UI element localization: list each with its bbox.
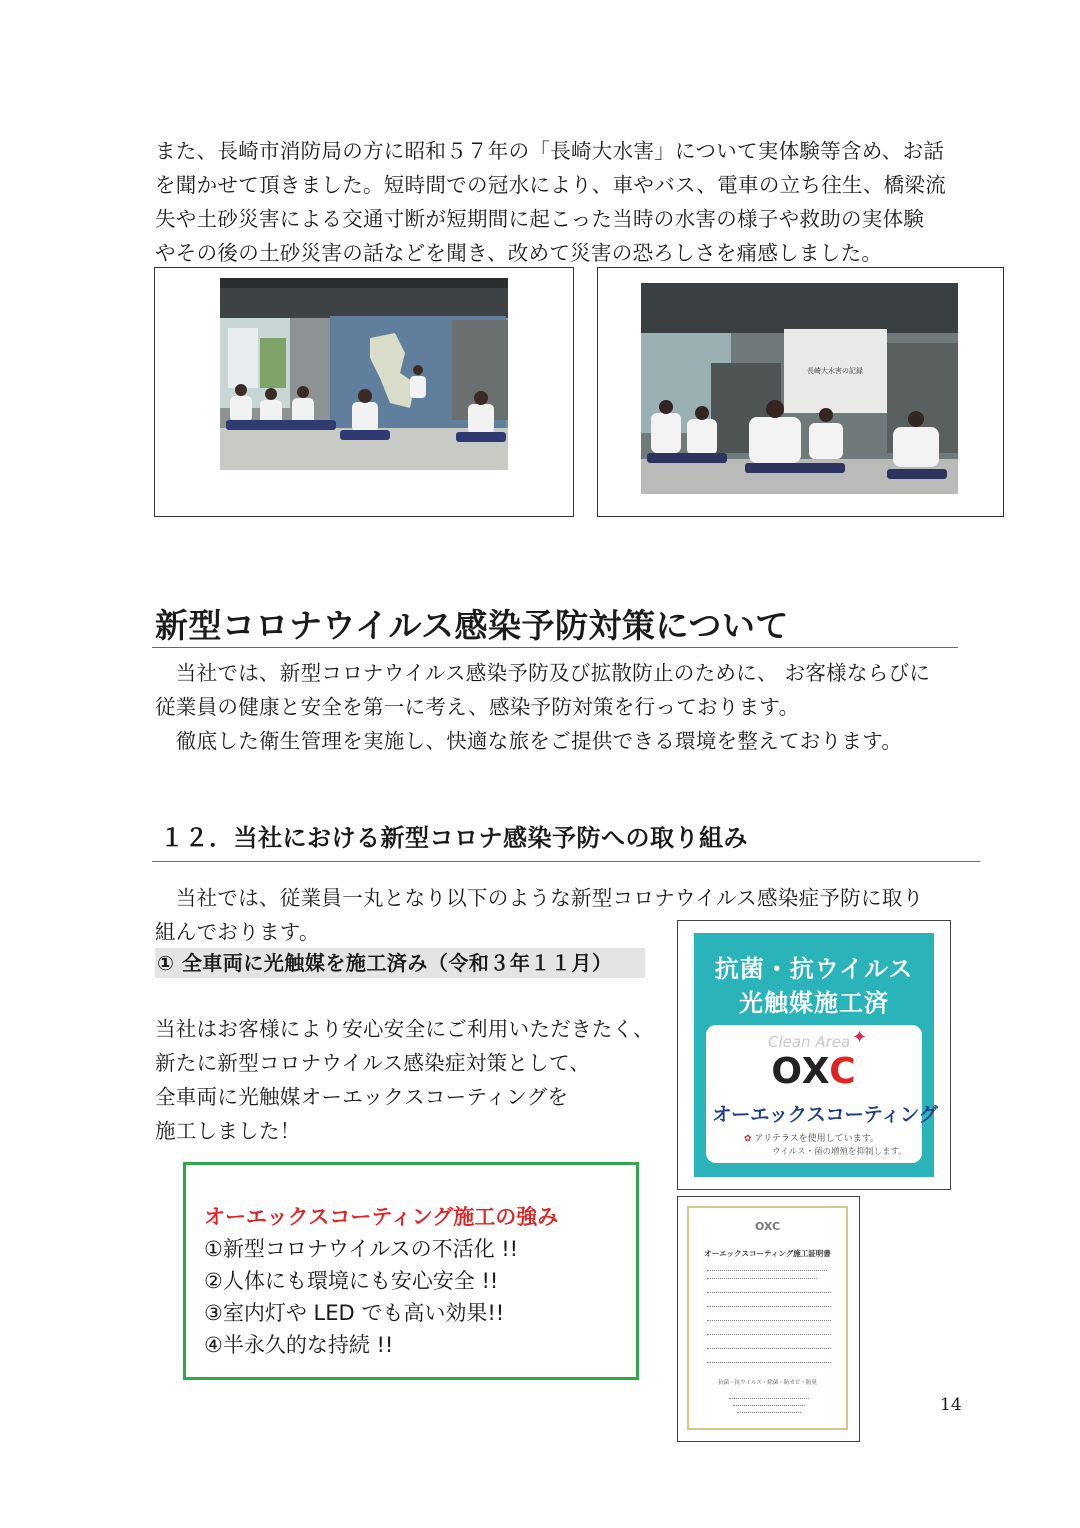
screen-caption: 長崎大水害の記録 [807,367,863,375]
photo-video-screening [641,283,958,494]
sticker-photo-frame [677,920,951,1190]
sticker-card [706,1025,938,1163]
cert-title: オーエックスコーティング施工証明書 [704,1249,831,1258]
strength-item: ④半永久的な持続 !! [204,1333,394,1357]
certificate [687,1206,848,1430]
strength-item: ①新型コロナウイルスの不活化 !! [204,1237,519,1261]
photo-frame-1 [154,267,574,517]
cert-line [707,1278,817,1279]
strengths-box [183,1162,639,1380]
cert-line [707,1348,831,1349]
strengths-title: オーエックスコーティング施工の強み [204,1205,559,1229]
section-12-heading: １２．当社における新型コロナ感染予防への取り組み [160,824,748,852]
cert-line [707,1334,831,1335]
intro-line: また、長崎市消防局の方に昭和５７年の「長崎大水害」について実体験等含め、お話 [155,139,945,163]
photo-museum-lecture [220,278,508,470]
strength-item: ②人体にも環境にも安心安全 !! [204,1269,499,1293]
sticker-note: ウイルス・菌の増殖を抑制します。 [772,1147,907,1157]
intro-line: やその後の土砂災害の話などを聞き、改めて災害の恐ろしさを痛感しました。 [155,241,883,265]
sparkle-icon: ✦ [852,1027,868,1048]
item1-body [155,1012,654,1148]
sticker-line2: 光触媒施工済 [739,989,889,1017]
item1-line: 施工しました！ [155,1119,301,1143]
antibacterial-sticker [694,933,938,1177]
item1-line: 新たに新型コロナウイルス感染症対策として、 [155,1051,591,1075]
strength-item: ③室内灯や LED でも高い効果!! [204,1301,505,1325]
intro-line: を聞かせて頂きました。短時間での冠水により、車やバス、電車の立ち往生、橋梁流 [155,173,947,197]
covid-section-heading: 新型コロナウイルス感染予防対策について [155,606,789,645]
covid-paragraph [155,656,930,758]
cert-line [707,1320,831,1321]
intro-paragraph [155,134,985,270]
section-intro-line: 当社では、従業員一丸となり以下のような新型コロナウイルス感染症予防に取り [155,886,924,910]
covid-line: 当社では、新型コロナウイルス感染予防及び拡散防止のために、 お客様ならびに [155,661,931,685]
covid-line: 徹底した衛生管理を実施し、快適な旅をご提供できる環境を整えております。 [155,729,903,753]
cert-line [737,1412,801,1413]
section-intro-line: 組んでおります。 [155,920,320,944]
intro-line: 失や土砂災害による交通寸断が短期間に起こった当時の水害の様子や救助の実体験 [155,207,925,231]
oxc-katakana: オーエックスコーティング [712,1103,938,1126]
cert-line [707,1306,831,1307]
heading-underline [152,647,958,648]
cert-line [733,1405,805,1406]
flower-icon: ✿ [744,1134,752,1144]
cert-line [707,1362,831,1363]
item1-line: 全車両に光触媒オーエックスコーティングを [155,1085,569,1109]
page-number: 14 [940,1395,962,1415]
brand-line [744,1131,879,1144]
sticker-line1: 抗菌・抗ウイルス [714,955,914,983]
clean-area-label: Clean Area [768,1033,851,1051]
cert-line [707,1270,827,1271]
item1-heading: ① 全車両に光触媒を施工済み（令和３年１１月） [155,948,645,978]
photo-frame-2 [597,267,1004,517]
cert-logo: OXC [754,1220,781,1233]
item1-line: 当社はお客様により安心安全にご利用いただきたく、 [155,1017,654,1041]
oxc-logo: OXC [771,1051,857,1092]
cert-line [707,1292,831,1293]
cert-footer-line: 抗菌・抗ウイルス・除菌・防カビ・防臭 [718,1380,817,1386]
cert-line [729,1398,809,1399]
brand-text: アリテラスを使用しています。 [754,1134,879,1144]
section-underline [152,861,980,862]
covid-line: 従業員の健康と安全を第一に考え、感染予防対策を行っております。 [155,695,800,719]
certificate-photo-frame [677,1196,860,1442]
